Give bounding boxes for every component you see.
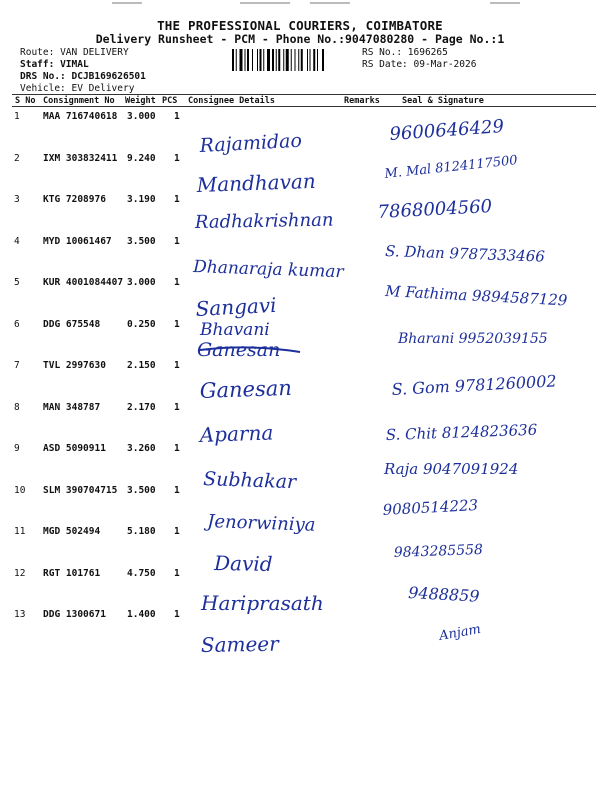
row-pcs: 1 [174, 194, 180, 205]
row-pcs: 1 [174, 526, 180, 537]
row-pcs: 1 [174, 111, 180, 122]
row-sno: 6 [14, 318, 20, 330]
row-consignment-no: SLM 390704715 [43, 484, 118, 496]
row-consignment-no: DDG 1300671 [43, 609, 106, 620]
header-rule-top [12, 94, 596, 95]
header-rule-bottom [12, 106, 596, 107]
seal-signature-handwriting: M Fathima 9894587129 [384, 282, 568, 310]
row-sno: 11 [14, 526, 26, 537]
row-consignment-no: MGD 502494 [43, 526, 101, 537]
consignee-name-handwriting: Ganesan [199, 375, 293, 403]
row-sno: 13 [14, 609, 26, 620]
consignee-name-handwriting: Bhavani [200, 320, 270, 340]
consignee-name-handwriting: Aparna [199, 420, 274, 447]
row-weight: 3.000 [127, 111, 156, 122]
seal-signature-handwriting: Raja 9047091924 [384, 460, 519, 478]
row-pcs: 1 [174, 277, 180, 288]
row-sno: 7 [14, 360, 20, 371]
seal-signature-handwriting: S. Gom 9781260002 [391, 371, 558, 399]
row-consignment-no: ASD 5090911 [43, 443, 106, 454]
row-weight: 3.260 [127, 443, 156, 454]
seal-signature-handwriting: 9843285558 [393, 541, 484, 561]
row-weight: 3.190 [127, 194, 156, 205]
strike-line [200, 347, 300, 352]
col-seal: Seal & Signature [402, 96, 484, 106]
row-pcs: 1 [174, 567, 180, 579]
seal-signature-handwriting: 7868004560 [377, 196, 493, 223]
barcode-icon [232, 49, 352, 71]
row-sno: 9 [14, 443, 20, 454]
row-consignment-no: KUR 4001084407 [43, 277, 124, 288]
row-weight: 4.750 [127, 567, 156, 579]
route-line: Route: VAN DELIVERY [20, 47, 129, 58]
seal-handwriting [377, 116, 568, 644]
row-pcs: 1 [174, 484, 180, 496]
consignee-name-handwriting: Radhakrishnan [194, 209, 334, 233]
consignee-name-handwriting: Mandhavan [196, 168, 317, 197]
row-sno: 4 [14, 235, 20, 247]
seal-signature-handwriting: S. Dhan 9787333466 [384, 242, 546, 266]
rs-date-line: RS Date: 09-Mar-2026 [362, 59, 477, 70]
scan-mark [112, 2, 142, 4]
seal-signature-handwriting: 9600646429 [388, 116, 505, 145]
row-pcs: 1 [174, 609, 180, 620]
row-weight: 3.000 [127, 277, 156, 288]
vehicle-line: Vehicle: EV Delivery [20, 83, 135, 94]
row-pcs: 1 [174, 235, 180, 247]
col-pcs: PCS [162, 96, 178, 106]
row-consignment-no: KTG 7208976 [43, 194, 106, 205]
company-title: THE PROFESSIONAL COURIERS, COIMBATORE [157, 18, 443, 33]
consignee-name-handwriting: Hariprasath [201, 591, 324, 615]
row-pcs: 1 [174, 360, 180, 371]
consignee-name-handwriting: Rajamidao [199, 129, 303, 157]
consignee-name-handwriting: Subhakar [202, 468, 297, 494]
consignee-name-handwriting: Dhanaraja kumar [192, 257, 344, 283]
seal-signature-handwriting: Bharani 9952039155 [398, 331, 548, 347]
row-sno: 3 [14, 194, 20, 205]
runsheet-subtitle: Delivery Runsheet - PCM - Phone No.:9047080280 - Page No.:1 [95, 32, 505, 46]
row-sno: 1 [14, 111, 20, 122]
row-pcs: 1 [174, 152, 180, 164]
row-consignment-no: MYD 10061467 [43, 235, 112, 247]
row-sno: 8 [14, 401, 20, 413]
row-pcs: 1 [174, 401, 180, 413]
consignee-name-handwriting: Ganesan [197, 339, 281, 361]
row-consignment-no: MAN 348787 [43, 401, 101, 413]
seal-signature-handwriting: 9488859 [407, 583, 480, 606]
consignee-name-handwriting: Sangavi [195, 292, 278, 321]
row-sno: 12 [14, 567, 26, 579]
row-pcs: 1 [174, 318, 180, 330]
row-weight: 2.150 [127, 360, 156, 371]
col-consignment: Consignment No [43, 96, 115, 106]
consignee-name-handwriting: David [213, 551, 273, 577]
col-weight: Weight [125, 96, 156, 106]
seal-signature-handwriting: Anjam [438, 621, 482, 644]
row-weight: 2.170 [127, 401, 156, 413]
seal-signature-handwriting: 9080514223 [382, 496, 479, 519]
scan-mark [310, 2, 350, 4]
row-weight: 3.500 [127, 235, 156, 247]
scan-mark [240, 2, 290, 4]
row-weight: 3.500 [127, 484, 156, 496]
row-weight: 1.400 [127, 609, 156, 620]
row-consignment-no: TVL 2997630 [43, 360, 106, 371]
rs-no-line: RS No.: 1696265 [362, 47, 448, 58]
col-sno: S No [15, 96, 36, 106]
row-consignment-no: DDG 675548 [43, 318, 101, 330]
row-consignment-no: RGT 101761 [43, 567, 101, 579]
consignee-handwriting [192, 130, 345, 657]
staff-line: Staff: VIMAL [20, 59, 89, 70]
col-remarks: Remarks [344, 96, 380, 106]
drs-line: DRS No.: DCJB169626501 [20, 71, 146, 82]
row-weight: 0.250 [127, 318, 156, 330]
row-consignment-no: MAA 716740618 [43, 111, 118, 122]
row-sno: 10 [14, 484, 26, 496]
seal-signature-handwriting: S. Chit 8124823636 [385, 420, 538, 444]
consignee-name-handwriting: Sameer [200, 631, 279, 657]
row-sno: 5 [14, 277, 20, 288]
row-sno: 2 [14, 152, 20, 164]
row-pcs: 1 [174, 443, 180, 454]
scan-mark [490, 2, 520, 4]
col-consignee: Consignee Details [188, 96, 275, 106]
seal-signature-handwriting: M. Mal 8124117500 [383, 153, 519, 182]
row-weight: 9.240 [127, 152, 156, 164]
row-consignment-no: IXM 303832411 [43, 152, 118, 164]
consignee-name-handwriting: Jenorwiniya [206, 511, 316, 536]
row-weight: 5.180 [127, 526, 156, 537]
